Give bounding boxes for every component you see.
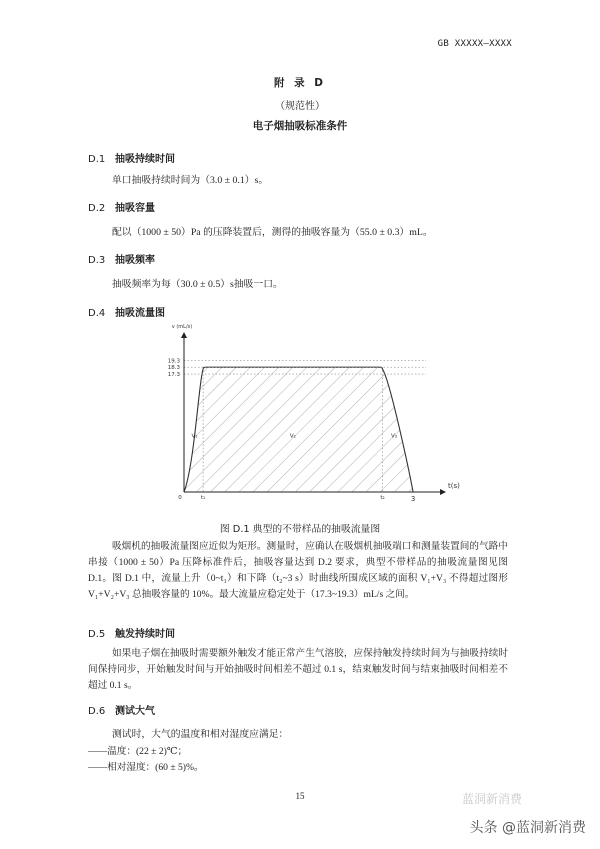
y-tick-label: 18.3 (167, 365, 180, 372)
section-title: 抽吸持续时间 (115, 154, 175, 165)
x-axis-label: t(s) (448, 482, 460, 490)
section-heading-d5 (88, 625, 175, 640)
appendix-heading: 附 录 D (273, 77, 327, 89)
figure-caption: 图 D.1 典型的不带样品的抽吸流量图 (219, 524, 381, 535)
x-tick-label: t₁ (200, 495, 206, 501)
section-text-d2: 配以（1000 ± 50）Pa 的压降装置后，测得的抽吸容量为（55.0 ± 0.3）mL。 (112, 227, 433, 238)
section-number: D.2 (88, 203, 106, 214)
section-heading-d3 (88, 251, 155, 266)
section-number: D.1 (88, 154, 106, 165)
appendix-title: 电子烟抽吸标准条件 (252, 120, 348, 132)
puff-flow-chart (160, 324, 460, 510)
section-title: 抽吸容量 (115, 203, 155, 214)
section-title: 抽吸流量图 (115, 308, 165, 319)
x-axis-arrow (440, 489, 446, 495)
y-axis-arrow (181, 332, 187, 338)
section-number: D.6 (88, 706, 106, 717)
y-tick-label: 17.3 (167, 372, 180, 379)
section-title: 抽吸频率 (115, 255, 155, 266)
section-number: D.5 (88, 629, 106, 640)
standard-number-header: GB XXXXX—XXXX (437, 39, 512, 49)
section-title: 测试大气 (115, 706, 155, 717)
section-number: D.3 (88, 255, 106, 266)
x-tick-label: 3 (410, 495, 416, 503)
region-label: V₂ (289, 433, 296, 440)
section-heading-d4 (88, 304, 165, 319)
y-axis-label: v (mL/s) (171, 324, 193, 330)
section-number: D.4 (88, 308, 106, 319)
section-text-d1: 单口抽吸持续时间为（3.0 ± 0.1）s。 (112, 175, 269, 186)
d6-intro: 测试时，大气的温度和相对湿度应满足： (112, 729, 289, 740)
d5-paragraph: 如果电子烟在抽吸时需要额外触发才能正常产生气溶胶，应保持触发持续时间为与抽吸持续时间保持同步，开始触发时间与开始抽吸时间相差不超过 0.1 s，结束触发时间与结束抽吸时间相差不超过 0.1 s。 (88, 648, 508, 691)
d4-paragraph: 吸烟机的抽吸流量图应近似为矩形。测量时，应确认在吸烟机抽吸端口和测量装置间的气路中串接（1000 ± 50）Pa 压降标准件后，抽吸容量达到 D.2 要求，典型不带样品的抽吸流量图见图 D.1。图 D.1 中，流量上升（0~t₁）和下降（t₂~3 s）时曲线所围成区域的面积 V₁+V₃ 不得超过图形 V₁+V₂+V₃ 总抽吸容量的 10%。最大流量应稳定处于（17.3~19.3）mL/s 之间。 (88, 541, 508, 600)
section-text-d3: 抽吸频率为每（30.0 ± 0.5）s抽吸一口。 (112, 279, 283, 290)
d6-item-temperature: ——温度：(22 ± 2)℃； (88, 746, 188, 757)
y-tick-label: 19.3 (167, 358, 180, 365)
section-heading-d1 (88, 150, 175, 165)
region-label: V₁ (191, 433, 198, 440)
x-tick-label: 0 (178, 495, 182, 501)
x-tick-label: t₂ (380, 495, 385, 501)
normative-label: （规范性） (275, 101, 325, 112)
source-watermark: 头条 @蓝洞新消费 (469, 820, 586, 836)
section-heading-d2 (88, 199, 155, 214)
flow-area-fill (184, 367, 413, 492)
page-number: 15 (295, 791, 305, 801)
section-title: 触发持续时间 (115, 629, 175, 640)
region-label: V₃ (391, 433, 397, 440)
d6-item-humidity: ——相对湿度：(60 ± 5)%。 (88, 762, 204, 773)
section-heading-d6 (88, 702, 155, 717)
faded-watermark: 蓝洞新消费 (462, 792, 523, 806)
